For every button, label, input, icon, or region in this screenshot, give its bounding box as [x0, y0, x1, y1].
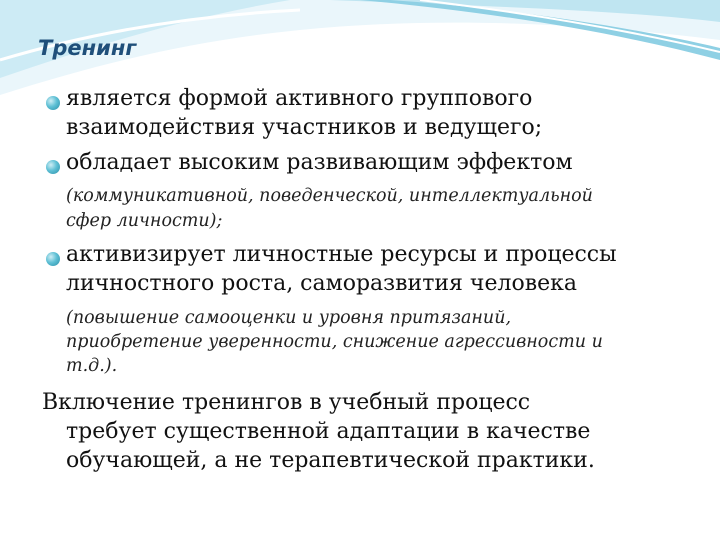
- bullet-2-note-line-1: (коммуникативной, поведенческой, интеллектуальной: [66, 186, 593, 206]
- bullet-marker: [46, 96, 60, 110]
- slide-title: Тренинг: [38, 36, 137, 60]
- bullet-marker: [46, 160, 60, 174]
- bullet-3-note-line-1: (повышение самооценки и уровня притязаний,: [66, 308, 512, 328]
- conclusion-line-1: Включение тренингов в учебный процесс: [42, 390, 531, 415]
- bullet-2-line-1: обладает высоким развивающим эффектом: [66, 150, 573, 175]
- bullet-1-line-2: взаимодействия участников и ведущего;: [66, 115, 543, 140]
- bullet-2-note-line-2: сфер личности);: [66, 211, 223, 231]
- conclusion-line-3: обучающей, а не терапевтической практики.: [66, 448, 595, 473]
- bullet-3-note-line-2: приобретение уверенности, снижение агрессивности и: [66, 332, 603, 352]
- bullet-3-line-1: активизирует личностные ресурсы и процессы: [66, 242, 617, 267]
- bullet-3-line-2: личностного роста, саморазвития человека: [66, 271, 577, 296]
- bullet-3-note-line-3: т.д.).: [66, 356, 118, 376]
- bullet-marker: [46, 252, 60, 266]
- conclusion-line-2: требует существенной адаптации в качестве: [66, 419, 591, 444]
- bullet-1-line-1: является формой активного группового: [66, 86, 533, 111]
